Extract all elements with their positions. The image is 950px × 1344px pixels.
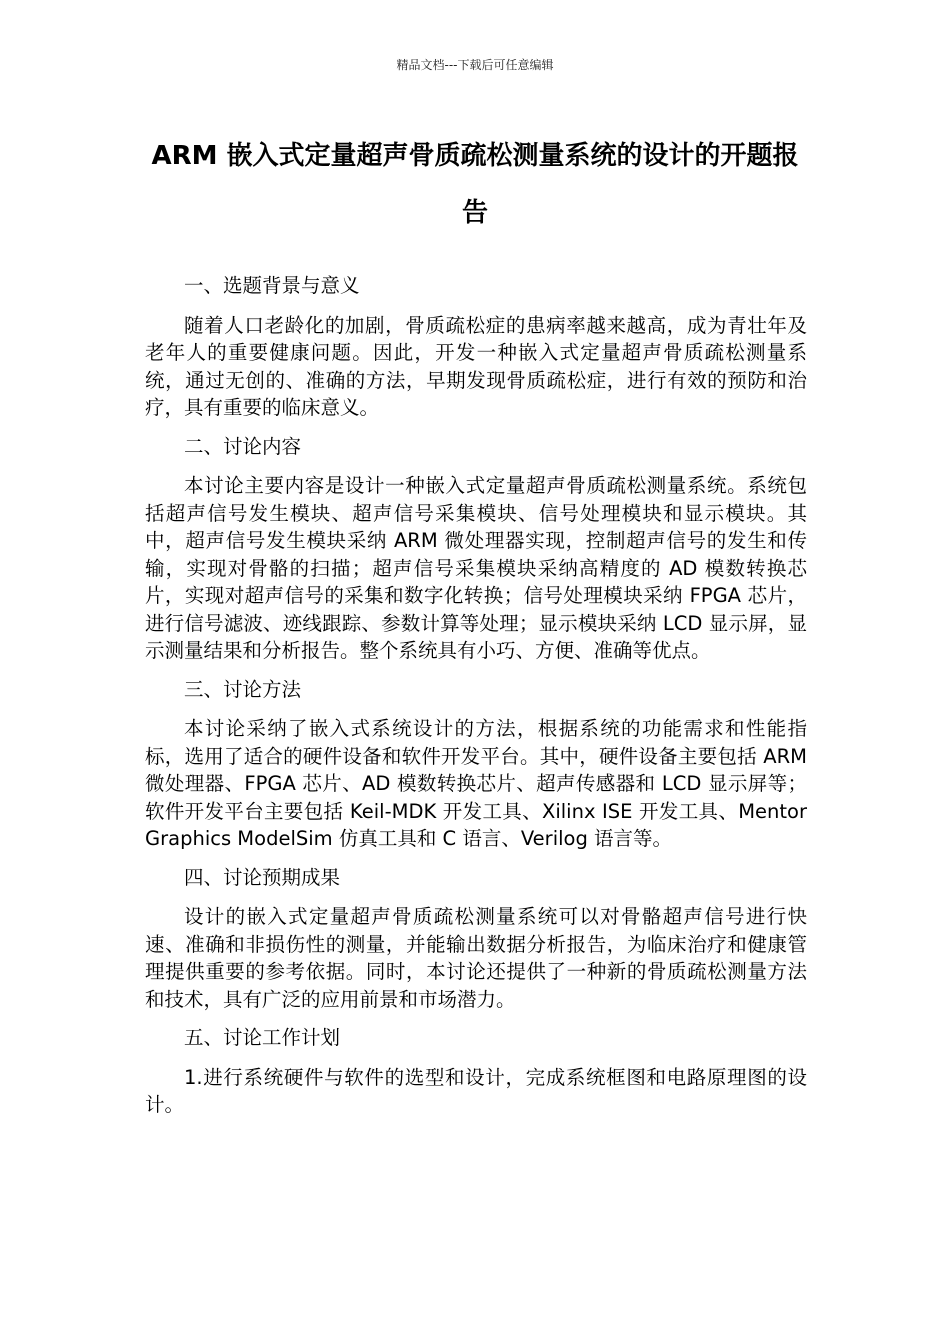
section-heading-method: 三、讨论方法: [184, 677, 302, 701]
section-heading-background: 一、选题背景与意义: [184, 274, 360, 297]
section-heading-plan: 五、讨论工作计划: [184, 1026, 341, 1049]
section-paragraph-method: 本讨论采纳了嵌入式系统设计的方法，根据系统的功能需求和性能指标，选用了适合的硬件设备和软件开发平台。其中，硬件设备主要包括 ARM 微处理器、FPGA 芯片、AD 模数转换芯片、超声传感器和 LCD 显示屏等；软件开发平台主要包括 Keil-MDK 开发工具、Xilinx ISE 开发工具、Mentor Graphics ModelSim 仿真工具和 C 语言、Verilog 语言等。: [145, 717, 807, 850]
document-body: [145, 272, 807, 1130]
section-paragraph-background: 随着人口老龄化的加剧，骨质疏松症的患病率越来越高，成为青壮年及老年人的重要健康问题。因此，开发一种嵌入式定量超声骨质疏松测量系统，通过无创的、准确的方法，早期发现骨质疏松症，进行有效的预防和治疗，具有重要的临床意义。: [145, 313, 807, 419]
section-paragraph-plan: 1.进行系统硬件与软件的选型和设计，完成系统框图和电路原理图的设计。: [145, 1065, 807, 1116]
section-paragraph-content: 本讨论主要内容是设计一种嵌入式定量超声骨质疏松测量系统。系统包括超声信号发生模块、超声信号采集模块、信号处理模块和显示模块。其中，超声信号发生模块采纳 ARM 微处理器实现，控制超声信号的发生和传输，实现对骨骼的扫描；超声信号采集模块采纳高精度的 AD 模数转换芯片，实现对超声信号的采集和数字化转换；信号处理模块采纳 FPGA 芯片，进行信号滤波、迹线跟踪、参数计算等处理；显示模块采纳 LCD 显示屏，显示测量结果和分析报告。整个系统具有小巧、方便、准确等优点。: [145, 474, 807, 662]
page-header-note: 精品文档---下载后可任意编辑: [396, 58, 554, 72]
section-heading-content: 二、讨论内容: [184, 434, 302, 458]
section-heading-outcomes: 四、讨论预期成果: [184, 865, 341, 889]
document-title: ARM 嵌入式定量超声骨质疏松测量系统的设计的开题报告: [151, 141, 799, 228]
section-paragraph-outcomes: 设计的嵌入式定量超声骨质疏松测量系统可以对骨骼超声信号进行快速、准确和非损伤性的测量，并能输出数据分析报告，为临床治疗和健康管理提供重要的参考依据。同时，本讨论还提供了一种新的骨质疏松测量方法和技术，具有广泛的应用前景和市场潜力。: [145, 905, 807, 1011]
